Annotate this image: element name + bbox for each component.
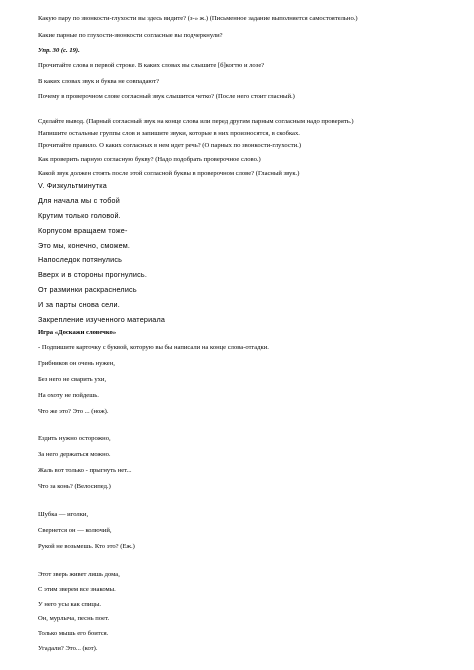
riddle-line: На охоту не пойдешь.: [38, 392, 99, 399]
riddle-line: Шубка — иголки,: [38, 511, 89, 518]
riddle-line: Ездить нужно осторожно,: [38, 435, 111, 442]
text-line: Какие парные по глухости-звонкости согласные вы подчеркнули?: [38, 32, 223, 39]
riddle-line: У него усы как спицы.: [38, 601, 102, 608]
poem-line: Крутим только головой.: [38, 211, 121, 220]
riddle-line: Грибников он очень нужен,: [38, 360, 115, 367]
text-line: Сделайте вывод. (Парный согласный звук на конце слова или перед другим парным согласным надо проверять.): [38, 118, 354, 125]
riddle-line: Только мышь его боится.: [38, 630, 109, 637]
riddle-line: Что же это? Это ... (нож).: [38, 408, 109, 415]
text-line: Как проверить парную согласную букву? (Надо подобрать проверочное слово.): [38, 156, 261, 163]
poem-line: От разминки раскраснелись: [38, 285, 137, 294]
game-title: Игра «Доскажи словечко»: [38, 329, 117, 336]
poem-line: Вверх и в стороны прогнулись.: [38, 270, 148, 279]
poem-line: Корпусом вращаем тоже-: [38, 226, 128, 235]
riddle-line: С этим зверем все знакомы.: [38, 586, 116, 593]
riddle-line: Этот зверь живет лишь дома,: [38, 571, 120, 578]
riddle-line: Без него не сварить ухи,: [38, 376, 107, 383]
text-line: Какую пару по звонкости-глухости вы здесь видите? (з-» ж.) (Письменное задание выполняется самостоятельно.): [38, 15, 358, 22]
riddle-line: Он, мурлыча, песнь поет.: [38, 615, 110, 622]
riddle-line: Жаль вот только - прыгнуть нет...: [38, 467, 132, 474]
text-line: Напишите остальные группы слов и запишите звуки, которые в них произносятся, в скобках.: [38, 130, 300, 137]
text-line: Прочитайте слова в первой строке. В каких словах вы слышите [б]когтю и лозе?: [38, 62, 265, 69]
poem-line: Это мы, конечно, сможем.: [38, 241, 131, 250]
riddle-line: Рукой не возьмешь. Кто это? (Еж.): [38, 543, 135, 550]
poem-line: Для начала мы с тобой: [38, 196, 120, 205]
text-line: В каких словах звук и буква не совпадают?: [38, 78, 160, 85]
text-line: Прочитайте правило. О каких согласных в нем идет речь? (О парных по звонкости-глухости.): [38, 142, 302, 149]
riddle-line: Свернется он — колючий,: [38, 527, 112, 534]
task-instruction: - Подпишите карточку с буквой, которую вы бы написали на конце слова-отгадки.: [38, 344, 269, 351]
riddle-line: За него держаться можно.: [38, 451, 111, 458]
poem-line: И за парты снова сели.: [38, 300, 120, 309]
poem-line: Напоследок потянулись: [38, 255, 123, 264]
exercise-heading: Упр. 30 (с. 19).: [38, 47, 80, 54]
riddle-line: Угадали? Это... (кот).: [38, 645, 98, 652]
section-heading: Закрепление изученного материала: [38, 315, 166, 324]
section-heading: V. Физкультминутка: [38, 181, 107, 190]
text-line: Какой звук должен стоять после этой согласной буквы в проверочном слове? (Гласный звук.): [38, 170, 300, 177]
riddle-line: Что за конь? (Велосипед.): [38, 483, 111, 490]
text-line: Почему в проверочном слове согласный звук слышится четко? (После него стоит гласный.): [38, 93, 295, 100]
